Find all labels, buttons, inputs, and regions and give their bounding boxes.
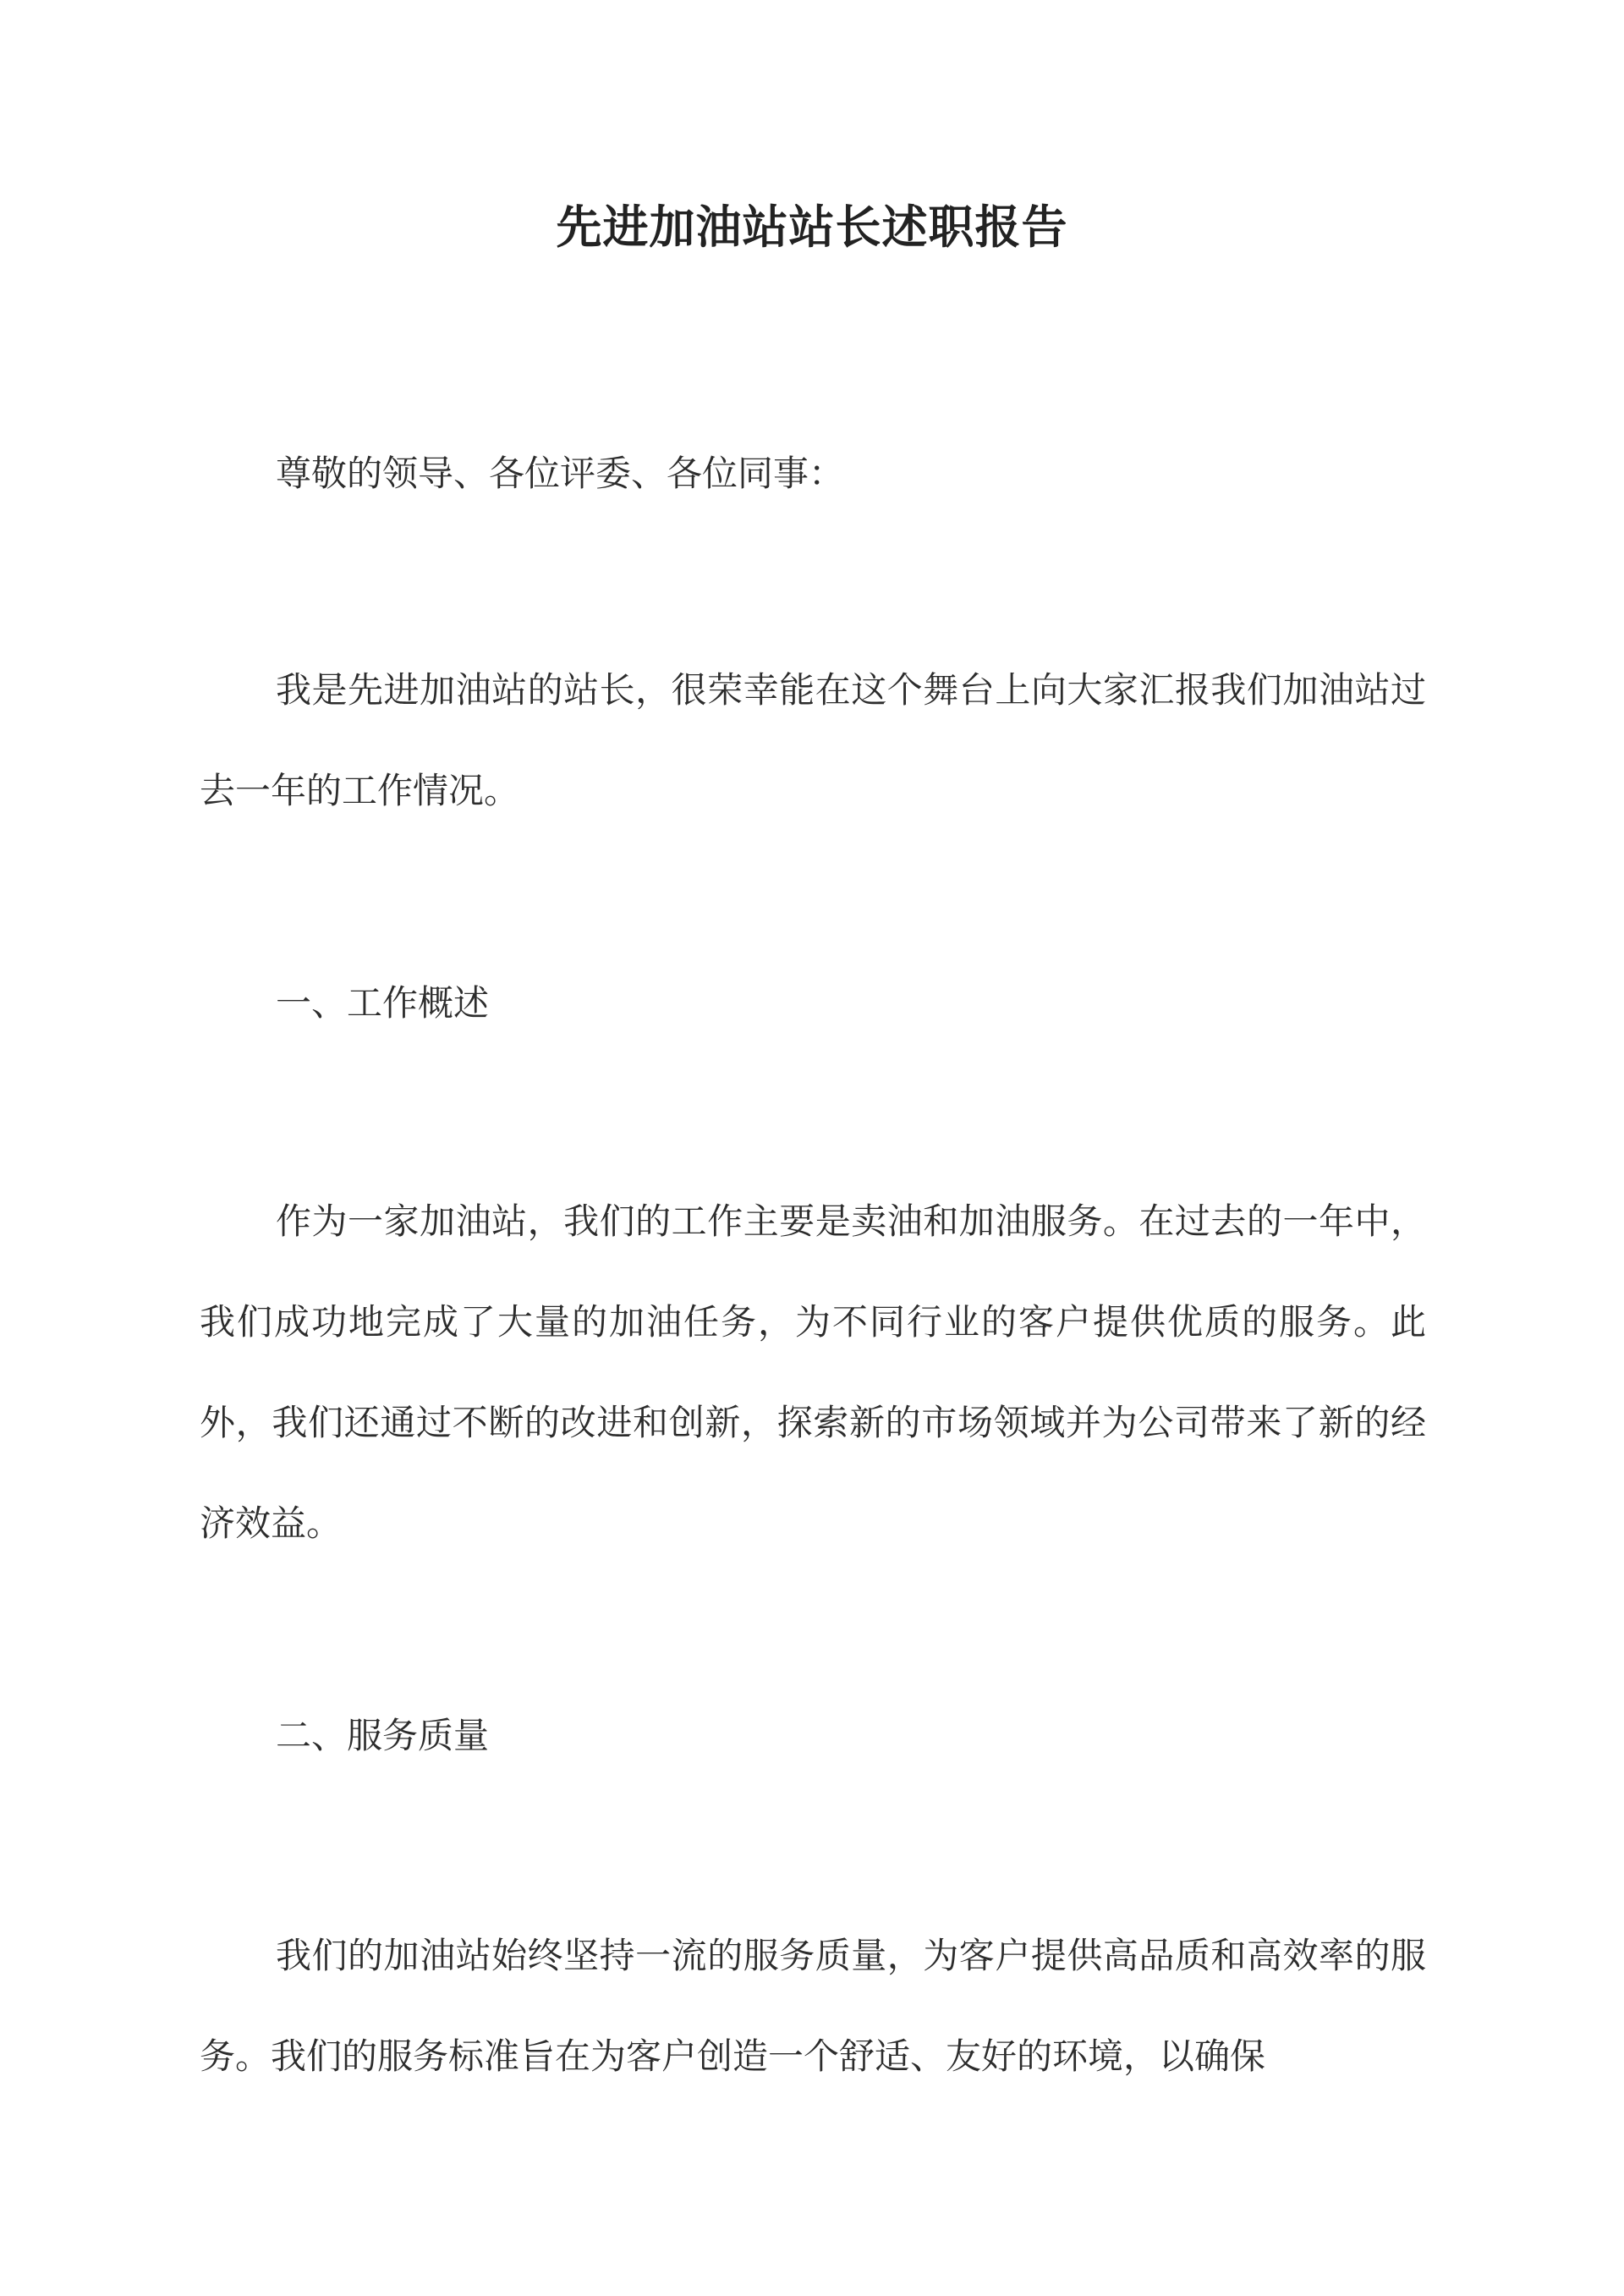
section1-paragraph: 作为一家加油站，我们的工作主要是卖油和加油服务。在过去的一年中，我们成功地完成了大量的加油任务，为不同行业的客户提供优质的服务。此外，我们还通过不断的改进和创新，探索新的市场领域并为公司带来了新的经济效益。 — [200, 1200, 1426, 1544]
section1-heading: 一、工作概述 — [276, 982, 490, 1024]
section2-paragraph: 我们的加油站始终坚持一流的服务质量，为客户提供高品质和高效率的服务。我们的服务标准旨在为客户创造一个舒适、友好的环境，以确保 — [200, 1935, 1426, 2077]
document-title: 先进加油站站长述职报告 — [556, 200, 1068, 254]
section2-heading: 二、服务质量 — [276, 1715, 490, 1756]
salutation: 尊敬的领导、各位评委、各位同事： — [276, 453, 845, 494]
intro-paragraph: 我是先进加油站的站长，很荣幸能在这个舞台上向大家汇报我们加油站过去一年的工作情况。 — [200, 669, 1426, 811]
